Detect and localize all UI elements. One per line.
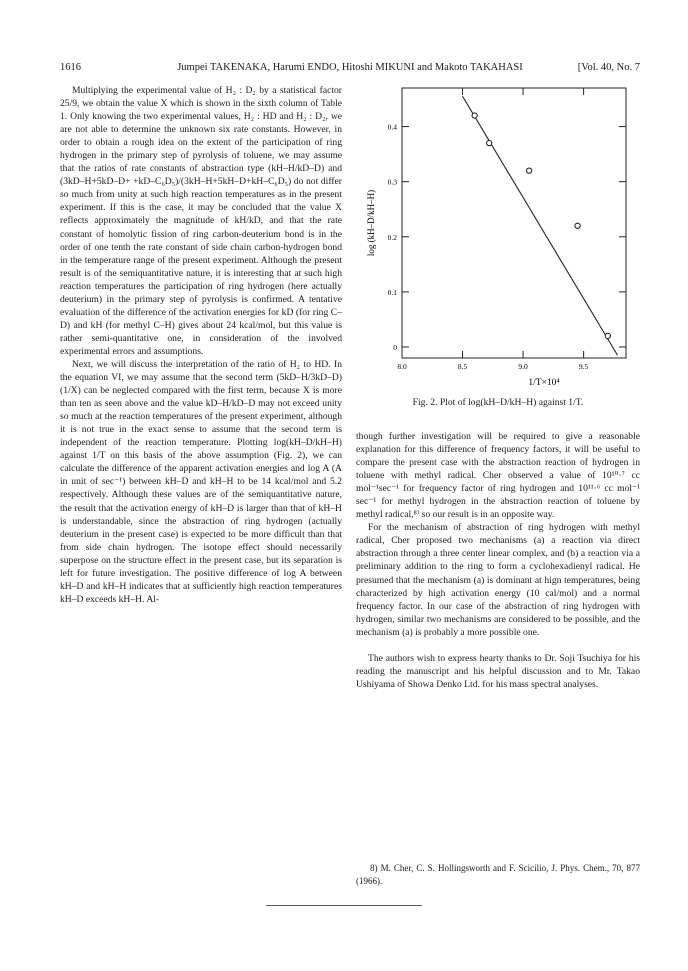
page-header — [60, 62, 640, 78]
data-point — [472, 113, 477, 118]
x-tick-label: 9.0 — [518, 362, 528, 371]
acknowledgement: The authors wish to express hearty thanks to Dr. Soji Tsuchiya for his reading the manuscript and his helpful discussion and to Mr. Takao Ushiyama of Showa Denko Ltd. for his mass spectral analyses. — [356, 652, 640, 690]
right-column — [356, 430, 640, 691]
y-tick-label: 0.2 — [387, 232, 397, 242]
paragraph: Next, we will discuss the interpretation of the ratio of H₂ to HD. In the equation VI, we may assume that the second term (5kD–H/3kD–D)(1/X) can be neglected compared with the first term, because X is more than ten as seen above and the value kD–H/kD–D may not exceed unity so much at the reaction temperatures of the present experiment, although it is not true in the exact sense to assume that the second term is independent of the reaction temperature. Plotting log(kH–D/kH–H) against 1/T on this basis of the above assumption (Fig. 2), we can calculate the difference of the apparent activation energies and log A (A in unit of sec⁻¹) between kH–D and kH–H to be 14 kcal/mol and 5.2 respectively. Although these values are of the semiquantitative nature, the result that the activation energy of kH–D is larger than that of kH–H is understandable, since the abstraction of ring hydrogen (actually deuterium in the present case) is expected to be more difficult than that from side chain hydrogen. The isotope effect should necessarily superpose on the structure effect in the present case, but its separation is left for future investigation. The positive difference of log A between kH–D and kH–H indicates that at sufficiently high reaction temperatures kH–D exceeds kH–H. Al- — [60, 358, 342, 605]
x-tick-label: 9.5 — [578, 362, 589, 371]
reference-8 — [356, 862, 640, 887]
log-ratio-plot — [356, 78, 640, 398]
x-axis-label: 1/T×10⁴ — [528, 378, 560, 388]
figure-2 — [356, 78, 640, 418]
end-rule — [266, 905, 422, 906]
page-number: 1616 — [60, 62, 81, 73]
fit-line — [463, 96, 618, 355]
left-column — [60, 84, 342, 606]
paragraph: though further investigation will be required to give a reasonable explanation for this difference of frequency factors, it will be useful to compare the present case with the abstraction reaction of hydrogen in toluene with methyl radical. Cher observed a value of 10¹⁰·⁷ cc mol⁻¹sec⁻¹ for frequency factor of ring hydrogen and 10¹¹·⁶ cc mol⁻¹ sec⁻¹ for methyl hydrogen in the abstraction reaction of toluene by methyl radical,⁸⁾ so our result is in an opposite way. — [356, 431, 640, 521]
reference-text: M. Cher, C. S. Hollingsworth and F. Scicilio, J. Phys. Chem., 70, 877 (1966). — [356, 863, 640, 886]
y-tick-label: 0.4 — [387, 122, 397, 132]
data-point — [487, 141, 492, 146]
x-tick-label: 8.0 — [397, 362, 407, 371]
y-axis-label: log (kH–D/kH–H) — [366, 189, 376, 257]
running-authors: Jumpei TAKENAKA, Harumi ENDO, Hitoshi MIKUNI and Makoto TAKAHASI — [177, 62, 523, 73]
y-tick-label: 0.3 — [387, 177, 397, 187]
y-tick-label: 0.1 — [387, 287, 397, 297]
reference-number: 8) — [370, 863, 378, 873]
paragraph: Multiplying the experimental value of H₂ : D₂ by a statistical factor 25/9, we obtain the value X which is shown in the sixth column of Table 1. Only knowing the two experimental values, H₂ : HD and H₂ : D₂, we are not able to determine the unknown six rate constants. However, in order to obtain a rough idea on the extent of the participation of ring hydrogen in the primary step of pyrolysis of toluene, we may assume that the ratios of rate constants of abstraction type (kH–H/kD–D) and (3kD–H+5kD–D+ +kD–C₆D₅)/(3kH–H+5kH–D+kH–C₆D₅) do not differ so much from unity at such high reaction temperatures as in the present experiment. If this is the case, it may be concluded that the value X reflects approximately the magnitude of kH/kD, and that the rate constant of homolytic fission of ring carbon-deuterium bond is in the order of one tenth the rate constant of side chain carbon-hydrogen bond in the temperature range of the present experiment. Although the present result is of the semiquantitative nature, it is interesting that at such high reaction temperatures the participation of ring hydrogen (here actually deuterium) in the primary step of pyrolysis is confirmed. A tentative evaluation of the difference of the activation energies for kD (for ring C–D) and kH (for methyl C–H) gives about 24 kcal/mol, but this value is rather semi-quantitative one, in consideration of the involved experimental errors and assumptions. — [60, 85, 342, 357]
y-tick-label: 0 — [393, 342, 397, 352]
volume-info: [Vol. 40, No. 7 — [577, 62, 640, 73]
data-point — [575, 223, 580, 228]
data-point — [605, 333, 610, 338]
data-point — [527, 168, 532, 173]
plot-frame — [402, 88, 626, 358]
figure-caption: Fig. 2. Plot of log(kH–D/kH–H) against 1/T. — [412, 397, 584, 408]
paragraph: For the mechanism of abstraction of ring hydrogen with methyl radical, Cher proposed two mechanisms (a) a reaction via direct abstraction through a three center linear complex, and (b) a reaction via a preliminary addition to the ring to form a cyclohexadienyl radical. He presumed that the mechanism (a) is dominant at hign temperatures, being characterized by high activation energy (10 cal/mol) and a normal frequency factor. In our case of the abstraction of ring hydrogen with hydrogen, similar two mechanisms are considered to be possible, and the mechanism (a) is probably a more possible one. — [356, 522, 640, 638]
x-tick-label: 8.5 — [457, 362, 468, 371]
